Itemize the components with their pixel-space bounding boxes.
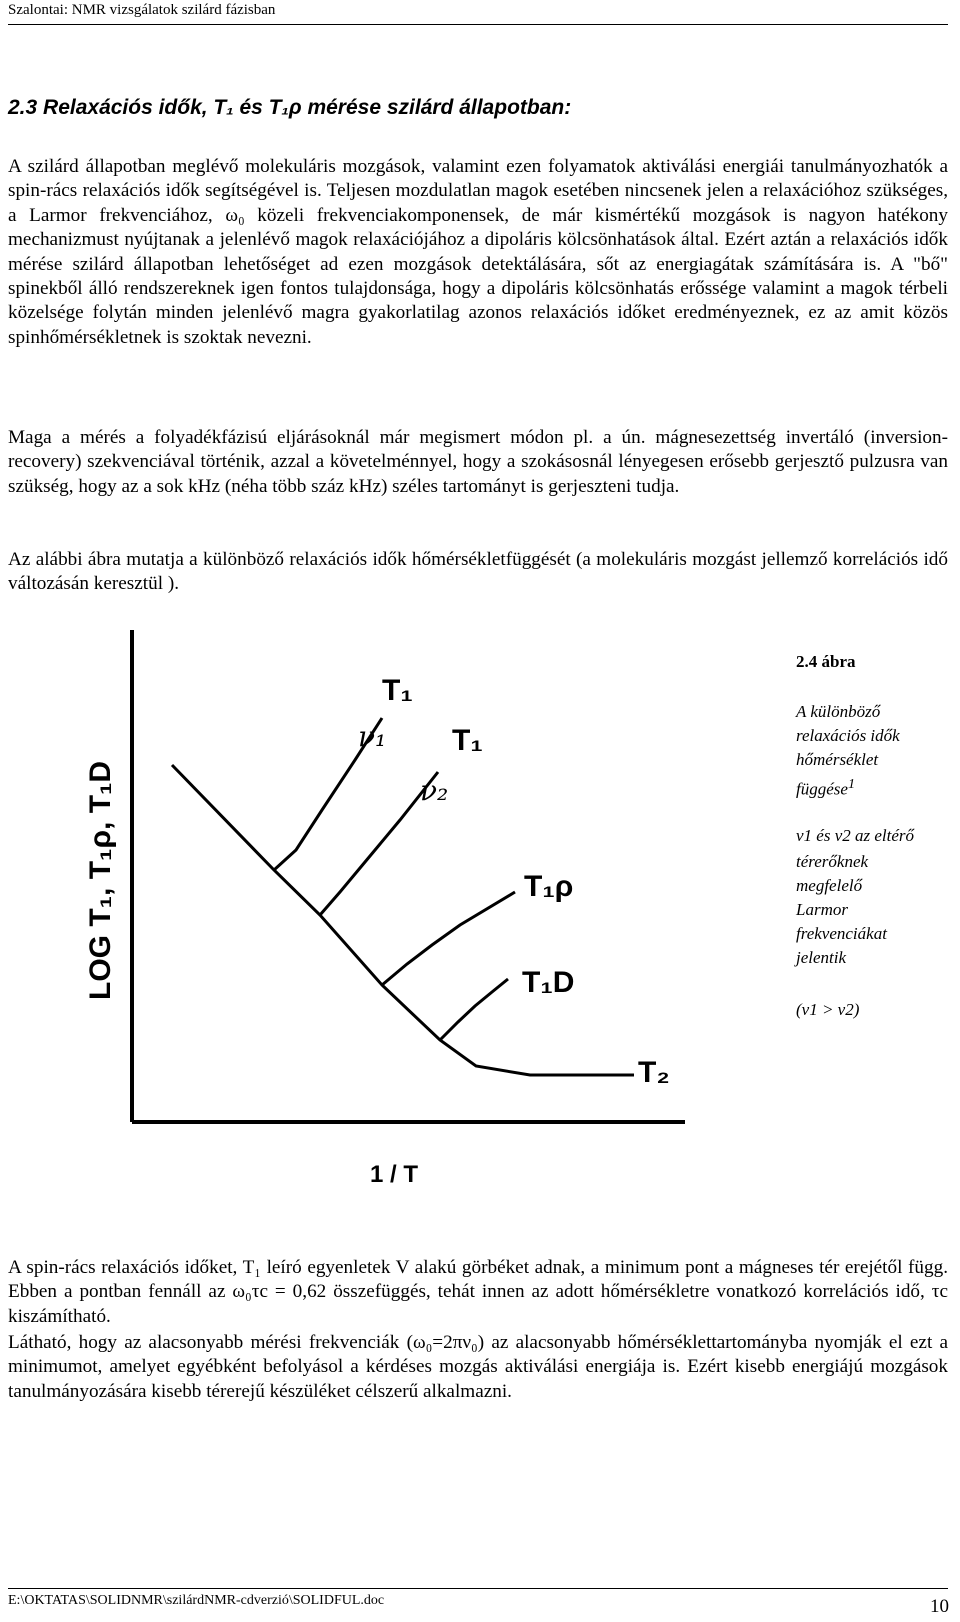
caption-line-10: jelentik [796,948,847,967]
curve-t1d [440,979,508,1040]
label-nu1: ν₁ [358,720,387,753]
caption-line-6: térerőknek [796,852,869,871]
page-number: 10 [930,1596,949,1617]
running-header: Szalontai: NMR vizsgálatok szilárd fázisban [8,2,276,18]
label-t1rho: T₁ρ [524,870,574,903]
caption-line-5: ν1 és ν2 az eltérő [796,826,915,845]
caption-line-2: relaxációs idők [796,726,900,745]
paragraph-4: A spin-rács relaxációs időket, T₁ leíró egyenletek V alakú görbéket adnak, a minimum pont a mágneses tér erejétől függ. Ebben a pontban fennáll az ω₀τc = 0,62 összefüggés, tehát innen az adott hőmérsékletre vonatkozó korrelációs idő, τc kiszámítható. [8,1257,948,1327]
header-rule [8,24,948,25]
label-t2: T₂ [638,1056,670,1089]
figure-number: 2.4 ábra [796,652,856,671]
footer-rule [8,1588,948,1589]
curve-common-branch [172,765,634,1075]
footer-file-path: E:\OKTATAS\SOLIDNMR\szilárdNMR-cdverzió\SOLIDFUL.doc [8,1593,385,1608]
label-nu2: ν₂ [420,774,449,807]
caption-line-9: frekvenciákat [796,924,887,943]
caption-line-8: Larmor [796,900,848,919]
caption-line-4-text: függése [796,779,848,799]
paragraph-3: Az alábbi ábra mutatja a különböző relaxációs idők hőmérsékletfüggését (a molekuláris mozgást jellemző korrelációs idő változásán keresztül ). [8,549,948,595]
paragraph-1: A szilárd állapotban meglévő molekuláris mozgások, valamint ezen folyamatok aktiválási energiái tanulmányozhatók a spin-rács relaxációs idők segítségével is. Teljesen mozdulatlan magok esetében nincsenek jelen a relaxációhoz szükséges, a Larmor frekvenciához, ω₀ közeli frekvenciakomponensek, de már kismértékű mozgások is nagyon hatékony mechanizmust nyújtanak a jelenlévő magok relaxációjához a dipoláris kölcsönhatások által. Ezért aztán a relaxációs idők mérése szilárd állapotban lehetőséget ad ezen mozgások detektálására, sőt az energiagátak számítására is. A "bő" spinekből álló rendszereknek igen fontos tulajdonsága, hogy a dipoláris kölcsönhatás erőssége valamint a magok térbeli közelsége folytán minden jelenlévő magra gyakorlatilag azonos relaxációs időket eredményeznek, ez az amit közös spinhőmérsékletnek is szoktak nevezni. [8,156,948,348]
caption-line-4 [796,772,855,802]
paragraph-5: Látható, hogy az alacsonyabb mérési frekvenciák (ω₀=2πν₀) az alacsonyabb hőmérséklettartományba nyomják el ezt a minimumot, amelyet egyébként befolyásol a kérdéses mozgás aktiválási energiája is. Ezért kisebb energiájú mozgások tanulmányozására kisebb térerejű készüléket célszerű alkalmazni. [8,1332,948,1402]
x-axis-label: 1 / T [370,1161,419,1188]
y-axis-label: LOG T₁, T₁ρ, T₁D [84,760,117,1000]
section-heading: 2.3 Relaxációs idők, T₁ és T₁ρ mérése szilárd állapotban: [8,96,572,119]
caption-line-11: (ν1 > ν2) [796,1000,860,1019]
label-t1-a: T₁ [382,674,413,707]
paragraph-2: Maga a mérés a folyadékfázisú eljárásoknál már megismert módon pl. a ún. mágnesezettség invertáló (inversion-recovery) szekvenciával történik, azzal a követelménnyel, hogy a szokásosnál lényegesen erősebb gerjesztő pulzusra van szükség, hogy az a sok kHz (néha több száz kHz) széles tartományt is gerjeszteni tudja. [8,427,948,497]
caption-line-1: A különböző [796,702,881,721]
caption-line-3: hőmérséklet [796,750,879,769]
label-t1-b: T₁ [452,724,483,757]
footnote-mark: 1 [847,776,856,792]
curve-t1rho [382,892,515,985]
label-t1d: T₁D [522,966,575,999]
caption-line-7: megfelelő [796,876,863,895]
